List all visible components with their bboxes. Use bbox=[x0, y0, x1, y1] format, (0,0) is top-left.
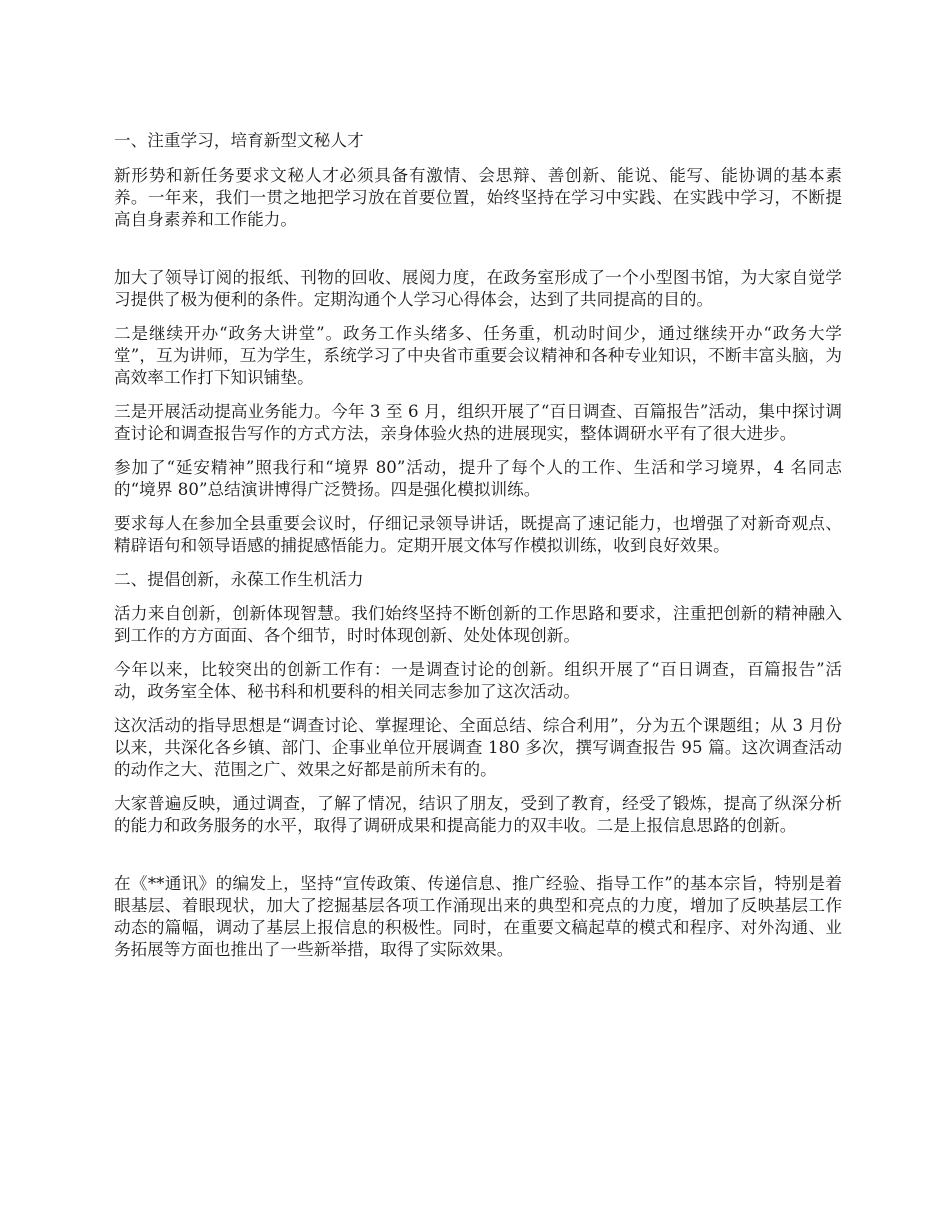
paragraph: 参加了“延安精神”照我行和“境界 80”活动，提升了每个人的工作、生活和学习境界，4 名同志的“境界 80”总结演讲博得广泛赞扬。四是强化模拟训练。 bbox=[114, 458, 842, 499]
section-heading-innovation: 二、提倡创新，永葆工作生机活力 bbox=[114, 570, 364, 589]
section-heading-study: 一、注重学习，培育新型文秘人才 bbox=[114, 131, 364, 150]
paragraph: 加大了领导订阅的报纸、刊物的回收、展阅力度，在政务室形成了一个小型图书馆，为大家自觉学习提供了极为便利的条件。定期沟通个人学习心得体会，达到了共同提高的目的。 bbox=[114, 268, 842, 309]
paragraph: 在《**通讯》的编发上，坚持“宣传政策、传递信息、推广经验、指导工作”的基本宗旨，特别是着眼基层、着眼现状，加大了挖掘基层各项工作涌现出来的典型和亮点的力度，增加了反映基层工作动态的篇幅，调动了基层上报信息的积极性。同时，在重要文稿起草的模式和程序、对外沟通、业务拓展等方面也推出了一些新举措，取得了实际效果。 bbox=[114, 874, 842, 959]
paragraph: 这次活动的指导思想是“调查讨论、掌握理论、全面总结、综合利用”，分为五个课题组；从 3 月份以来，共深化各乡镇、部门、企事业单位开展调查 180 多次，撰写调查报告 95 篇。这次调查活动的动作之大、范围之广、效果之好都是前所未有的。 bbox=[114, 716, 842, 779]
paragraph: 活力来自创新，创新体现智慧。我们始终坚持不断创新的工作思路和要求，注重把创新的精神融入到工作的方方面面、各个细节，时时体现创新、处处体现创新。 bbox=[114, 604, 842, 645]
paragraph: 三是开展活动提高业务能力。今年 3 至 6 月，组织开展了“百日调查、百篇报告”活动，集中探讨调查讨论和调查报告写作的方式方法，亲身体验火热的进展现实，整体调研水平有了很大进步。 bbox=[114, 402, 842, 443]
paragraph: 要求每人在参加全县重要会议时，仔细记录领导讲话，既提高了速记能力，也增强了对新奇观点、精辟语句和领导语感的捕捉感悟能力。定期开展文体写作模拟训练，收到良好效果。 bbox=[114, 514, 842, 555]
paragraph: 今年以来，比较突出的创新工作有：一是调查讨论的创新。组织开展了“百日调查，百篇报告”活动，政务室全体、秘书科和机要科的相关同志参加了这次活动。 bbox=[114, 660, 842, 701]
paragraph: 新形势和新任务要求文秘人才必须具备有激情、会思辩、善创新、能说、能写、能协调的基本素养。一年来，我们一贯之地把学习放在首要位置，始终坚持在学习中实践、在实践中学习，不断提高自身素养和工作能力。 bbox=[114, 166, 842, 229]
paragraph: 大家普遍反映，通过调查，了解了情况，结识了朋友，受到了教育，经受了锻炼，提高了纵深分析的能力和政务服务的水平，取得了调研成果和提高能力的双丰收。二是上报信息思路的创新。 bbox=[114, 794, 842, 835]
paragraph: 二是继续开办“政务大讲堂”。政务工作头绪多、任务重，机动时间少，通过继续开办“政务大学堂”，互为讲师，互为学生，系统学习了中央省市重要会议精神和各种专业知识，不断丰富头脑，为高效率工作打下知识铺垫。 bbox=[114, 324, 842, 387]
paragraph-gap bbox=[114, 837, 842, 873]
paragraph-gap bbox=[114, 231, 842, 267]
document-body bbox=[114, 130, 842, 961]
